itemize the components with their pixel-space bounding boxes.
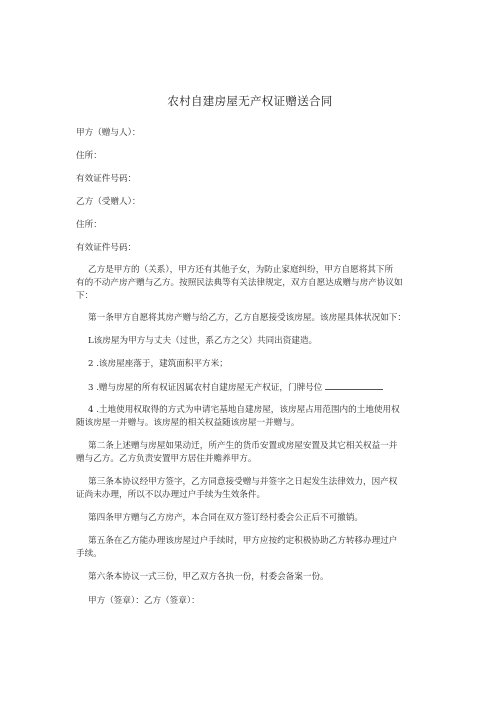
party-a-id: 有效证件号码：: [76, 174, 137, 184]
article-2-line-1: 第二条上述赠与房屋如果动迁，所产生的货币安置或房屋安置及其它相关权益一并: [88, 441, 398, 451]
article-2-line-2: 赠与乙方。乙方负责安置甲方居住并赡养甲方。: [76, 454, 257, 464]
item-3-text: 3 .赠与房屋的所有权证因属农村自建房屋无产权证，门牌号位: [88, 383, 323, 393]
document-title: 农村自建房屋无产权证赠送合同: [167, 94, 333, 108]
article-5-line-1: 第五条在乙方能办理该房屋过户手续时，甲方应按约定积极协助乙方转移办理过户: [88, 536, 398, 546]
party-b-address: 住所：: [76, 220, 102, 230]
intro-line-1: 乙方是甲方的（关系），甲方还有其他子女，为防止家庭纠纷，甲方自愿将其下所: [88, 265, 394, 275]
item-4-line-2: 随该房屋一并赠与。该房屋的相关权益随该房屋一并赠与。: [76, 418, 300, 428]
item-1: L该房屋为甲方与丈夫（过世，系乙方之父）共同出资建造。: [88, 336, 318, 346]
intro-line-3: 下：: [76, 291, 94, 301]
article-3-line-1: 第三条本协议经甲方签字，乙方同意接受赠与并签字之日起发生法律效力，因产权: [88, 477, 398, 487]
item-4-line-1: 4 .土地使用权取得的方式为申请宅基地自建房屋，该房屋占用范围内的土地使用权: [88, 405, 400, 415]
item-3: [88, 381, 446, 396]
party-b-label: 乙方（受赠人）：: [76, 197, 141, 207]
intro-line-2: 有的不动产房产赠与乙方。按照民法典等有关法律规定，双方自愿达成赠与房产协议如: [76, 278, 403, 288]
item-2: 2 .该房屋座落于，建筑面积平方米；: [88, 359, 228, 369]
signature-line: 甲方（签章）：乙方（签章）：: [88, 596, 200, 606]
house-number-blank: [325, 381, 383, 390]
article-5-line-2: 手续。: [76, 549, 102, 559]
article-4: 第四条甲方赠与乙方房产，本合同在双方签订经村委会公正后不可撤销。: [88, 513, 364, 523]
article-6: 第六条本协议一式三份，甲乙双方各执一份，村委会备案一份。: [88, 572, 329, 582]
party-a-label: 甲方（赠与人）：: [76, 128, 141, 138]
party-a-address: 住所：: [76, 151, 102, 161]
party-b-id: 有效证件号码：: [76, 243, 137, 253]
article-1: 第一条甲方自愿将其房产赠与给乙方，乙方自愿接受该房屋。该房屋具体状况如下：: [88, 313, 406, 323]
article-3-line-2: 证尚未办理，所以不以办理过户手续为生效条件。: [76, 490, 266, 500]
